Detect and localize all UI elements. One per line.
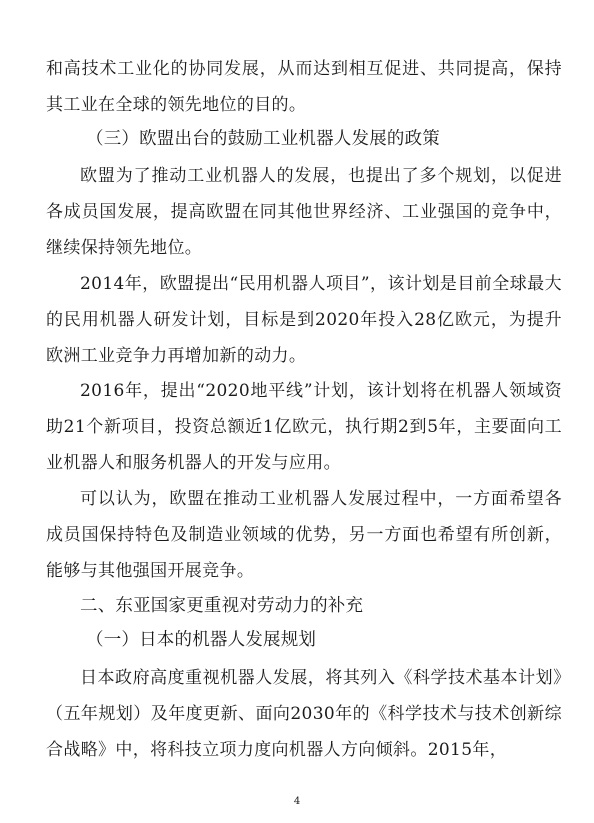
- paragraph-continued-text: 和高技术工业化的协同发展，从而达到相互促进、共同提高，保持其工业在全球的领先地位的目的。: [46, 59, 562, 115]
- section-heading-eu-policy: （三）欧盟出台的鼓励工业机器人发展的政策: [86, 129, 440, 149]
- paragraph-eu-conclusion: 可以认为，欧盟在推动工业机器人发展过程中，一方面希望各成员国保持特色及制造业领域的优势，另一方面也希望有所创新，能够与其他强国开展竞争。: [46, 489, 562, 581]
- paragraph-eu-plans: 欧盟为了推动工业机器人的发展，也提出了多个规划，以促进各成员国发展，提高欧盟在同其他世界经济、工业强国的竞争中，继续保持领先地位。: [46, 166, 562, 258]
- paragraph-2016-horizon: 2016年，提出“2020地平线”计划，该计划将在机器人领域资助21个新项目，投资总额近1亿欧元，执行期2到5年，主要面向工业机器人和服务机器人的开发与应用。: [46, 381, 562, 473]
- page-number: 4: [293, 796, 301, 807]
- paragraph-2014-project: 2014年，欧盟提出“民用机器人项目”，该计划是目前全球最大的民用机器人研发计划，目标是到2020年投入28亿欧元，为提升欧洲工业竞争力再增加新的动力。: [46, 274, 562, 366]
- section-heading-east-asia: 二、东亚国家更重视对劳动力的补充: [80, 596, 364, 616]
- section-heading-japan: （一）日本的机器人发展规划: [86, 630, 317, 650]
- paragraph-japan-plan: 日本政府高度重视机器人发展，将其列入《科学技术基本计划》（五年规划）及年度更新、面向2030年的《科学技术与技术创新综合战略》中，将科技立项力度向机器人方向倾斜。2015年，: [46, 668, 562, 760]
